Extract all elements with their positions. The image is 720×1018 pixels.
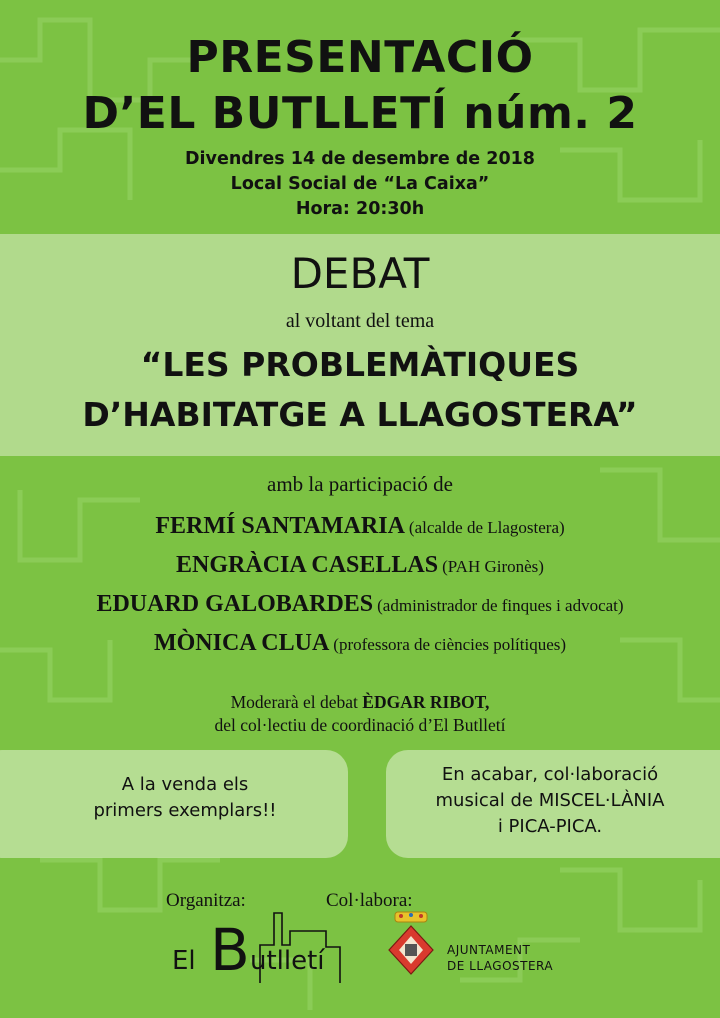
moderator-name: ÈDGAR RIBOT, <box>362 692 490 712</box>
participant-role: (administrador de finques i advocat) <box>377 596 624 615</box>
participant <box>0 508 720 547</box>
debate-theme-line-1: “LES PROBLEMÀTIQUES <box>140 345 580 384</box>
title-line-1: PRESENTACIÓ <box>186 32 534 83</box>
event-date: Divendres 14 de desembre de 2018 <box>185 149 535 169</box>
ajuntament-line-1: AJUNTAMENT <box>447 943 531 957</box>
music-box-text <box>390 762 710 840</box>
ajuntament-name <box>447 942 553 974</box>
ajuntament-line-2: DE LLAGOSTERA <box>447 959 554 973</box>
participants-list <box>0 508 720 664</box>
music-line: En acabar, col·laboració <box>441 764 659 785</box>
logo-el: El <box>172 946 196 976</box>
moderator-prefix: Moderarà el debat <box>230 692 358 712</box>
participant <box>0 586 720 625</box>
sale-line: primers exemplars!! <box>93 800 277 821</box>
event-time: Hora: 20:30h <box>295 199 425 219</box>
participant-name: ENGRÀCIA CASELLAS <box>176 552 439 578</box>
participant-name: MÒNICA CLUA <box>153 630 330 656</box>
debate-theme-line-2: D’HABITATGE A LLAGOSTERA” <box>82 395 638 434</box>
music-line: musical de MISCEL·LÀNIA <box>435 790 665 811</box>
moderator-line-2: del col·lectiu de coordinació d’El Butlletí <box>214 715 506 735</box>
sale-line: A la venda els <box>121 774 249 795</box>
debate-subtitle: al voltant del tema <box>285 310 435 332</box>
participant <box>0 625 720 664</box>
participant-name: FERMÍ SANTAMARIA <box>155 513 405 539</box>
participant-role: (alcalde de Llagostera) <box>408 518 565 537</box>
moderator-line-1 <box>0 690 720 714</box>
participant <box>0 547 720 586</box>
title-line-2: D’EL BUTLLETÍ núm. 2 <box>82 88 638 139</box>
sale-box-text <box>50 772 320 824</box>
participant-role: (PAH Gironès) <box>442 557 544 576</box>
debate-heading: DEBAT <box>290 249 430 298</box>
organitza-label: Organitza: <box>166 890 246 911</box>
logo-rest: utlletí <box>250 946 325 976</box>
music-line: i PICA-PICA. <box>497 816 603 837</box>
colabora-label: Col·labora: <box>326 890 413 911</box>
ajuntament-shield-icon <box>383 910 439 980</box>
event-place: Local Social de “La Caixa” <box>230 174 490 194</box>
logo-b: B <box>210 916 250 984</box>
participant-name: EDUARD GALOBARDES <box>96 591 374 617</box>
participants-intro: amb la participació de <box>267 472 453 496</box>
participant-role: (professora de ciències polítiques) <box>333 635 567 654</box>
